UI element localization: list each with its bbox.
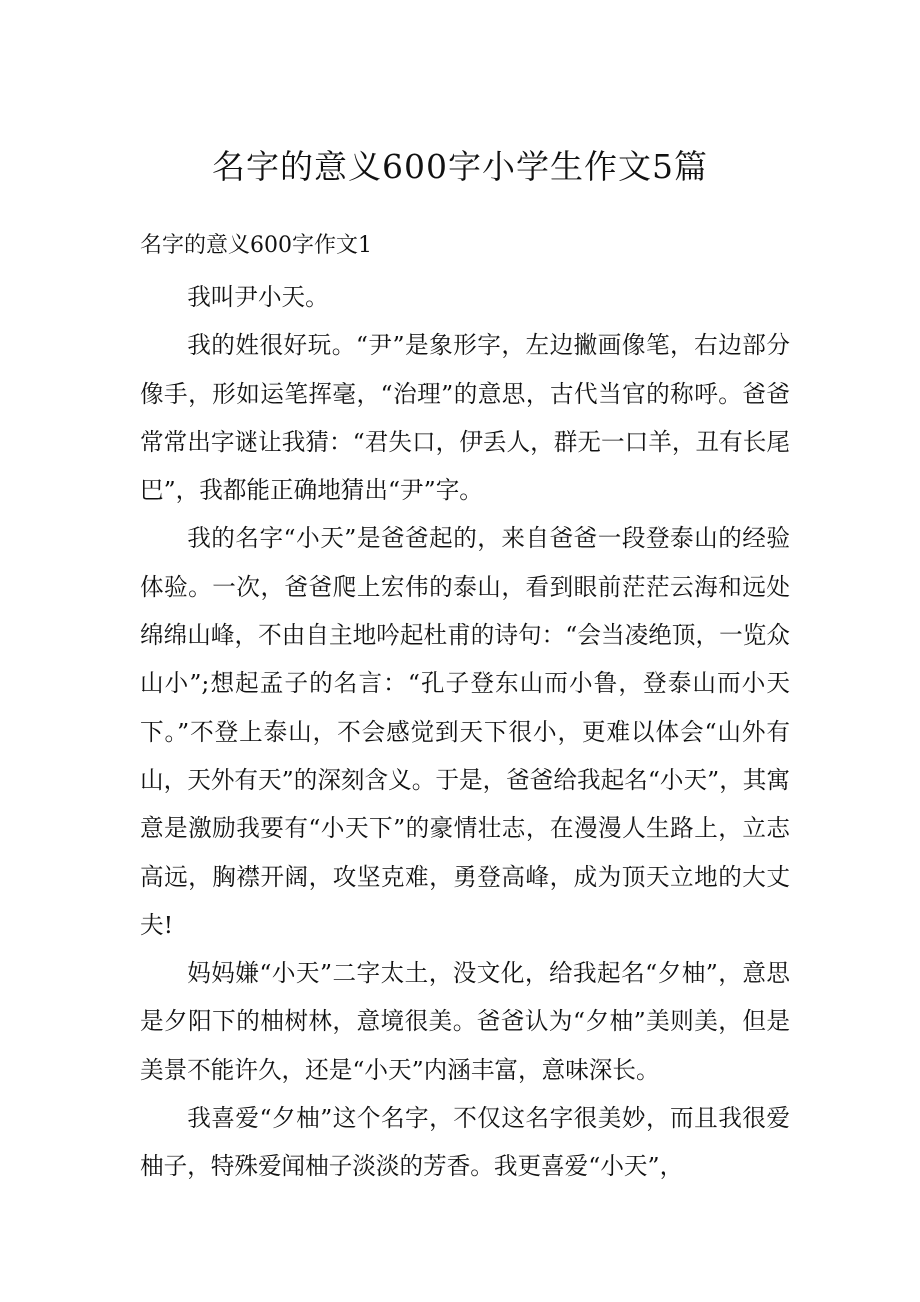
document-title: 名字的意义600字小学生作文5篇	[212, 147, 708, 186]
paragraph-4: 妈妈嫌“小天”二字太土，没文化，给我起名“夕柚”，意思是夕阳下的柚树林，意境很美。爸爸认为“夕柚”美则美，但是美景不能许久，还是“小天”内涵丰富，意味深长。	[140, 959, 790, 1084]
paragraph-2: 我的姓很好玩。“尹”是象形字，左边撇画像笔，右边部分像手，形如运笔挥毫，“治理”的意思，古代当官的称呼。爸爸常常出字谜让我猜：“君失口，伊丢人，群无一口羊，丑有长尾巴”，我都能正确地猜出“尹”字。	[140, 331, 790, 505]
paragraph-3: 我的名字“小天”是爸爸起的，来自爸爸一段登泰山的经验体验。一次，爸爸爬上宏伟的泰山，看到眼前茫茫云海和远处绵绵山峰，不由自主地吟起杜甫的诗句：“会当凌绝顶，一览众山小”;想起孟子的名言：“孔子登东山而小鲁，登泰山而小天下。”不登上泰山，不会感觉到天下很小，更难以体会“山外有山，天外有天”的深刻含义。于是，爸爸给我起名“小天”，其寓意是激励我要有“小天下”的豪情壮志，在漫漫人生路上，立志高远，胸襟开阔，攻坚克难，勇登高峰，成为顶天立地的大丈夫!	[140, 524, 790, 939]
essay-heading: 名字的意义600字作文1	[140, 233, 372, 258]
essay-body	[140, 273, 790, 1191]
paragraph-1: 我叫尹小天。	[187, 283, 329, 311]
paragraph-5: 我喜爱“夕柚”这个名字，不仅这名字很美妙，而且我很爱柚子，特殊爱闻柚子淡淡的芳香。我更喜爱“小天”，	[140, 1104, 790, 1181]
